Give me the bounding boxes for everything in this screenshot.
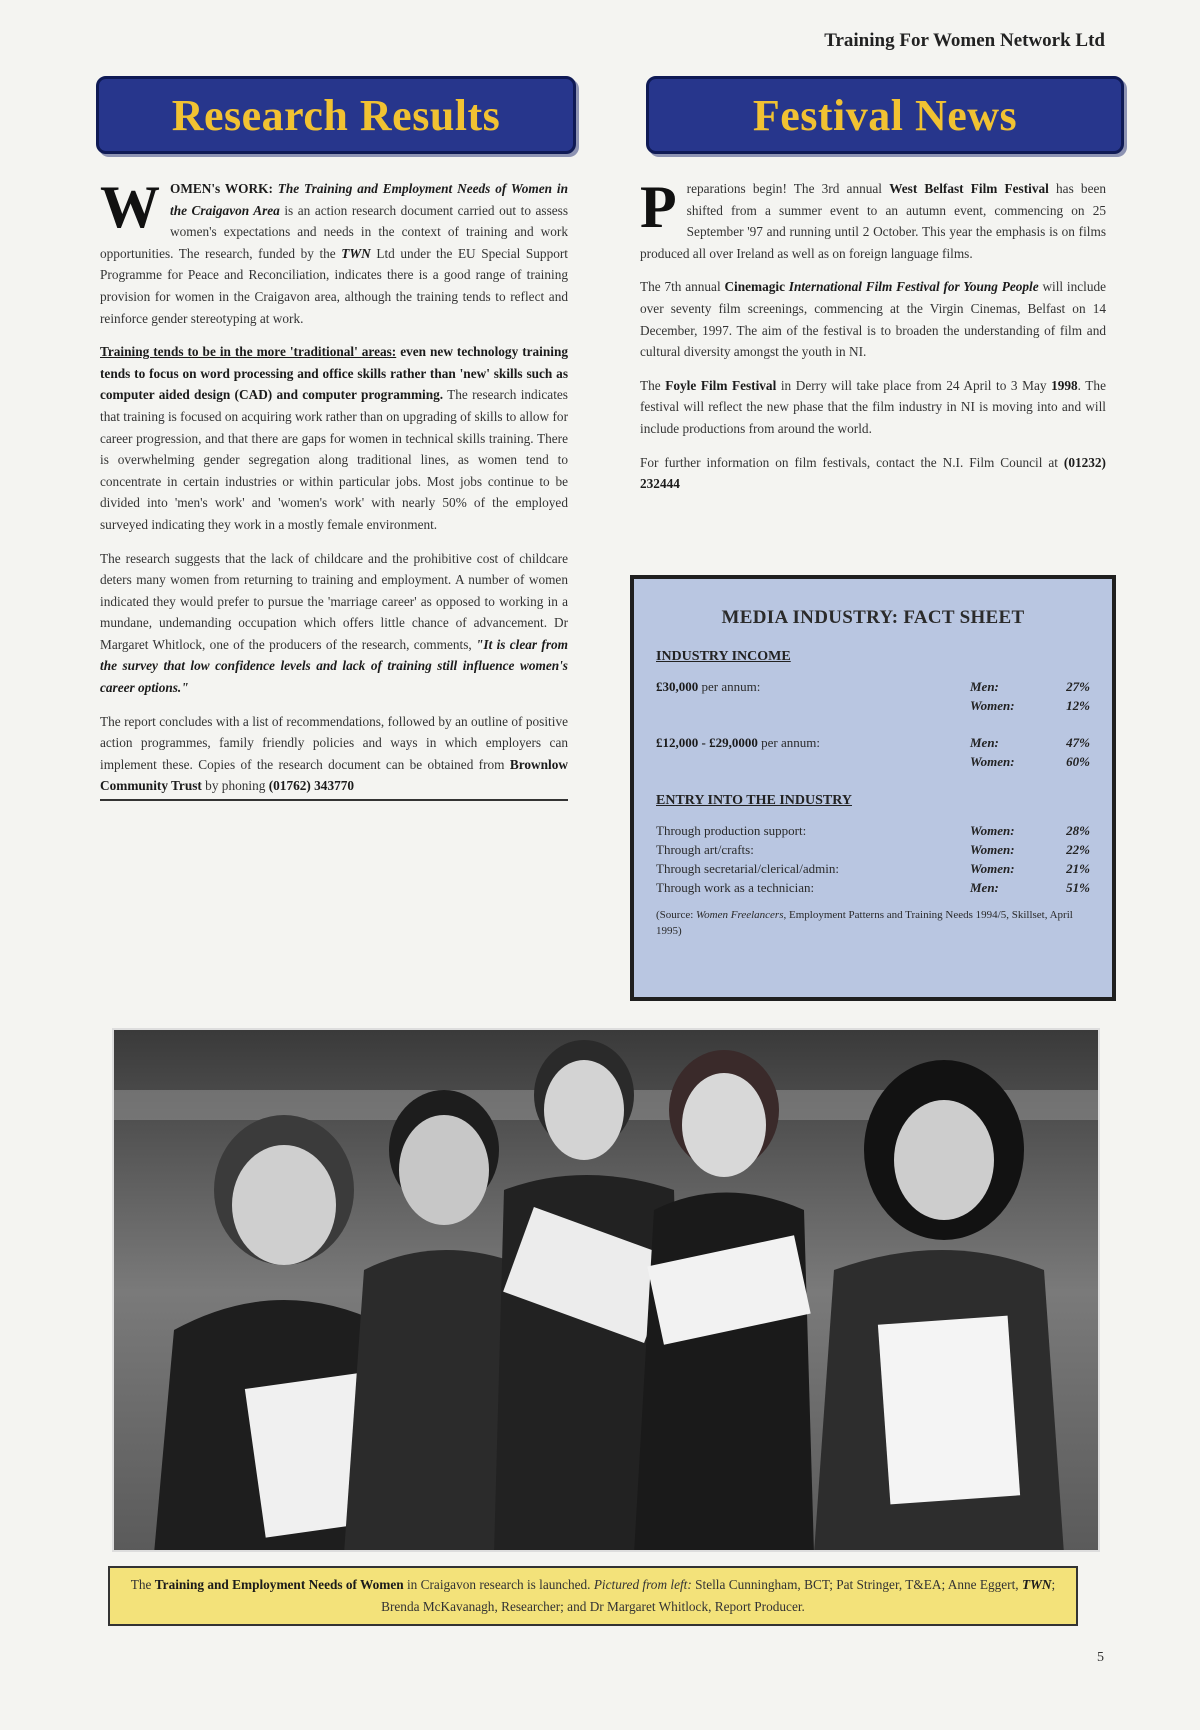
dropcap: P [640, 174, 677, 240]
text: The research indicates that training is focused on acquiring work rather than on upgrading of skills to allow for career progression, and that there are gaps for women in technical skills training. There is overwhelming gender segregation along traditional lines, as women tend to concentrate in certain industries or within particular jobs. Most jobs continue to be divided into 'men's work' and 'women's work' with nearly 50% of the employed surveyed indicating they work in a mostly female environment. [100, 387, 568, 532]
festival-paragraph-3 [640, 375, 1106, 440]
org-name: Training For Women Network Ltd [824, 30, 1105, 51]
festival-name: West Belfast Film Festival [889, 181, 1049, 196]
entry-row [656, 821, 1090, 840]
stat-who: Women: [970, 754, 1015, 769]
entry-label: Through production support: [656, 823, 807, 838]
twn-mark: TWN [1021, 1577, 1052, 1592]
stat-pct: 28% [1066, 823, 1090, 838]
entry-heading: ENTRY INTO THE INDUSTRY [656, 793, 852, 808]
festival-name: Cinemagic [724, 279, 786, 295]
income-row [656, 733, 1090, 771]
research-column [100, 174, 568, 813]
group-photo [112, 1028, 1100, 1552]
stat-pct: 21% [1066, 861, 1090, 876]
festival-title: Festival News [752, 90, 1018, 140]
entry-label: Through secretarial/clerical/admin: [656, 861, 839, 876]
festival-banner [646, 76, 1124, 154]
photo-illustration [114, 1030, 1100, 1552]
research-paragraph-4 [100, 711, 568, 801]
phone-number: (01762) 343770 [268, 778, 355, 794]
entry-row [656, 840, 1090, 859]
income-suffix: per annum: [701, 679, 761, 694]
stat-who: Men: [970, 735, 999, 750]
stat-pct: 27% [1066, 679, 1090, 694]
report-title: Training and Employment Needs of Women [154, 1577, 404, 1592]
text: reparations begin! The 3rd annual [686, 181, 882, 196]
entry-row [656, 878, 1090, 897]
text: , Employment Patterns and Training Needs 1994/5, Skillset, April 1995) [656, 909, 1073, 937]
entry-label: Through work as a technician: [656, 880, 815, 895]
lead-text: Training tends to be in the more 'traditional' areas: [100, 344, 397, 360]
fact-sheet-title: MEDIA INDUSTRY: FACT SHEET [721, 607, 1025, 628]
text: . The festival will reflect the new phase that the film industry in NI is moving into and will include productions from around the world. [640, 377, 1106, 436]
text: The [640, 377, 661, 393]
text: The report concludes with a list of recommendations, followed by an outline of positive action programmes, family friendly policies and ways in which employers can implement these. Copies of the research document can be obtained from [100, 713, 568, 772]
income-heading: INDUSTRY INCOME [656, 649, 791, 664]
page-number: 5 [1097, 1650, 1104, 1665]
research-title: Research Results [171, 90, 501, 140]
stat-pct: 12% [1066, 698, 1090, 713]
stat-who: Men: [970, 679, 999, 694]
income-row [656, 677, 1090, 715]
festival-paragraph-4 [640, 452, 1106, 495]
festival-paragraph-2 [640, 276, 1106, 362]
text: The [130, 1577, 152, 1592]
text: in Derry will take place from 24 April to 3 May [780, 377, 1047, 393]
research-paragraph-1 [100, 174, 568, 329]
year: 1998 [1051, 377, 1078, 393]
fact-source [656, 907, 1090, 939]
text: in Craigavon research is launched. [406, 1577, 591, 1592]
text: (Source: [656, 909, 694, 921]
research-paragraph-3 [100, 548, 568, 699]
research-paragraph-2 [100, 341, 568, 535]
text: ; Brenda McKavanagh, Researcher; and Dr Margaret Whitlock, Report Producer. [381, 1577, 1056, 1614]
festival-name: Foyle Film Festival [665, 377, 777, 393]
caption-italic: Pictured from left: [593, 1577, 692, 1592]
text: The 7th annual [640, 279, 721, 295]
text: by phoning [205, 778, 266, 794]
quote: "It is clear from the survey that low confidence levels and lack of training still influence women's career options." [100, 636, 568, 696]
stat-pct: 51% [1066, 880, 1090, 895]
dropcap: W [100, 174, 160, 240]
stat-who: Women: [970, 842, 1015, 857]
text: Stella Cunningham, BCT; Pat Stringer, T&EA; Anne Eggert, [695, 1577, 1019, 1592]
entry-row [656, 859, 1090, 878]
org-link-text: Brownlow Community Trust [100, 756, 568, 794]
stat-who: Women: [970, 698, 1015, 713]
festival-paragraph-1 [640, 174, 1107, 264]
stat-pct: 22% [1066, 842, 1090, 857]
source-title: Women Freelancers [696, 909, 784, 921]
fact-sheet [630, 575, 1116, 1001]
stat-pct: 60% [1066, 754, 1090, 769]
stat-who: Men: [970, 880, 999, 895]
text: For further information on film festivals, contact the N.I. Film Council at [640, 454, 1058, 470]
twn-mark: TWN [341, 245, 371, 261]
text: will include over seventy film screenings, commencing at the Virgin Cinemas, Belfast on 14 December, 1997. The aim of the festival is to broaden the understanding of film and cultural diversity amongst the youth in NI. [640, 279, 1107, 360]
phone-number: (01232) 232444 [640, 454, 1106, 492]
report-title: The Training and Employment Needs of Women in the Craigavon Area [170, 181, 568, 218]
bold-text: even new technology training tends to focus on word processing and office skills rather than 'new' skills such as computer aided design (CAD) and computer programming. [100, 344, 568, 403]
stat-who: Women: [970, 823, 1015, 838]
stat-pct: 47% [1066, 735, 1090, 750]
entry-label: Through art/crafts: [656, 842, 754, 857]
stat-who: Women: [970, 861, 1015, 876]
income-amount: £30,000 [656, 679, 699, 694]
income-amount: £12,000 - £29,0000 [656, 735, 758, 750]
text: The research suggests that the lack of childcare and the prohibitive cost of childcare deters many women from returning to training and employment. A number of women indicated they would prefer to pursue the 'marriage career' as opposed to working in a mundane, undemanding occupation which offers little chance of advancement. Dr Margaret Whitlock, one of the producers of the research, comments, [100, 550, 568, 652]
lead-text: OMEN's WORK: [170, 181, 273, 196]
income-suffix: per annum: [761, 735, 820, 750]
text: has been shifted from a summer event to an autumn event, commencing on 25 September '97 and running until 2 October. This year the emphasis is on films produced all over Ireland as well as on foreign language films. [640, 181, 1107, 261]
photo-caption [108, 1566, 1078, 1626]
festival-column [640, 174, 1107, 507]
research-banner [96, 76, 576, 154]
text: is an action research document carried out to assess women's expectations and needs in the context of training and work opportunities. The research, funded by the [100, 202, 568, 261]
text: Ltd under the EU Special Support Programme for Peace and Reconciliation, indicates there is a good range of training provision for women in the Craigavon area, although the training tends to reflect and reinforce gender stereotyping at work. [100, 245, 568, 326]
festival-name: International Film Festival for Young People [788, 279, 1039, 295]
